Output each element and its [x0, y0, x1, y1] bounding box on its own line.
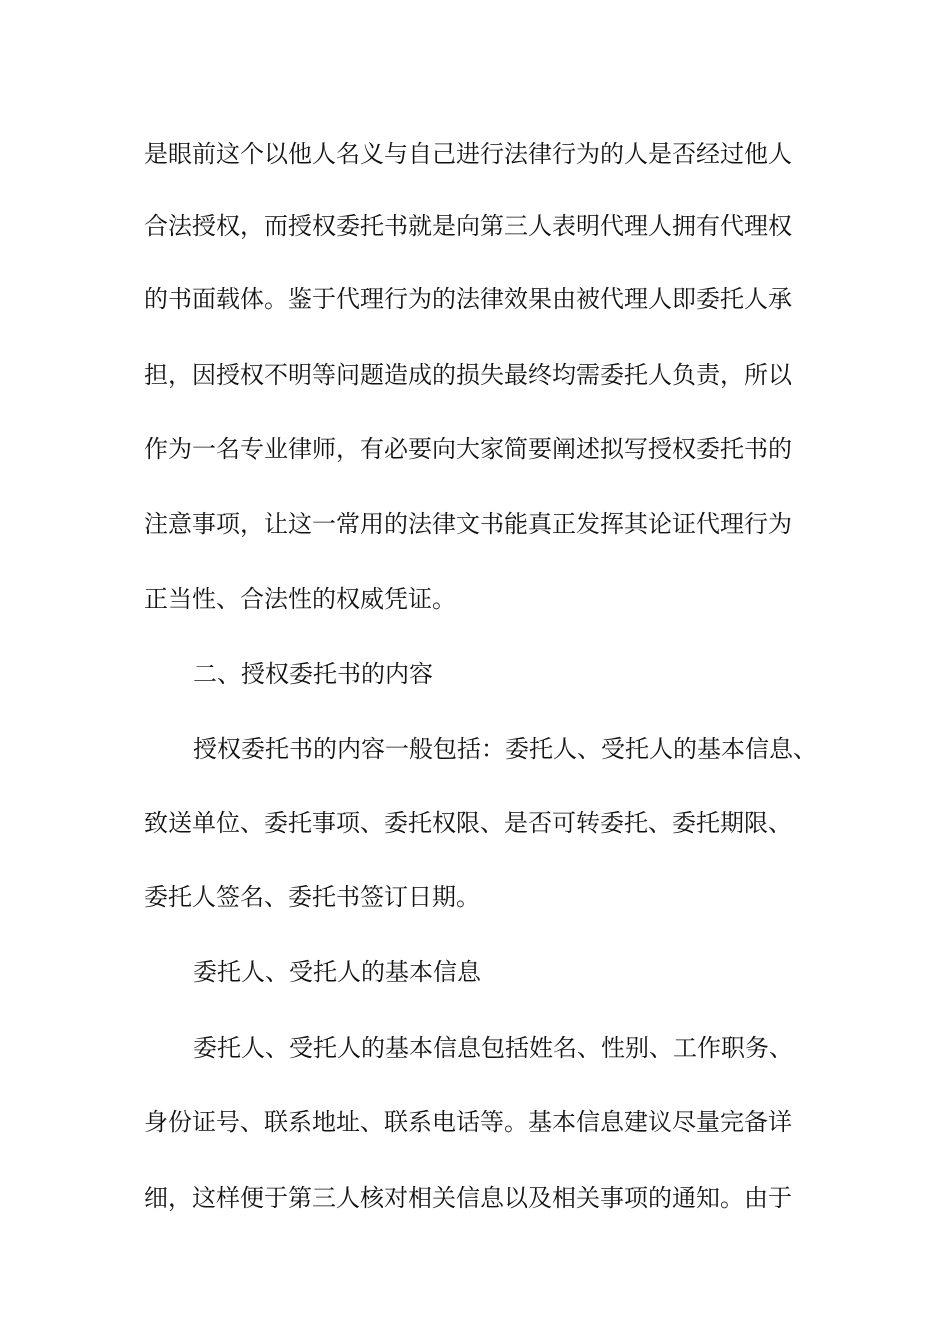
paragraph-line: 担，因授权不明等问题造成的损失最终均需委托人负责，所以 [144, 361, 792, 389]
paragraph-line: 委托人签名、委托书签订日期。 [144, 883, 480, 911]
paragraph-line: 作为一名专业律师，有必要向大家简要阐述拟写授权委托书的 [144, 435, 792, 463]
paragraph-line: 致送单位、委托事项、委托权限、是否可转委托、委托期限、 [144, 809, 792, 837]
paragraph-line: 细，这样便于第三人核对相关信息以及相关事项的通知。由于 [144, 1184, 792, 1212]
paragraph-line: 委托人、受托人的基本信息包括姓名、性别、工作职务、 [193, 1034, 793, 1062]
paragraph-line: 注意事项，让这一常用的法律文书能真正发挥其论证代理行为 [144, 510, 792, 538]
paragraph-line: 是眼前这个以他人名义与自己进行法律行为的人是否经过他人 [144, 140, 792, 168]
paragraph-line: 正当性、合法性的权威凭证。 [144, 585, 456, 613]
paragraph-line: 合法授权，而授权委托书就是向第三人表明代理人拥有代理权 [144, 212, 792, 240]
section-heading: 二、授权委托书的内容 [193, 660, 433, 688]
paragraph-line: 授权委托书的内容一般包括：委托人、受托人的基本信息、 [193, 735, 817, 763]
paragraph-line: 身份证号、联系地址、联系电话等。基本信息建议尽量完备详 [144, 1108, 792, 1136]
subsection-heading: 委托人、受托人的基本信息 [193, 958, 481, 986]
paragraph-line: 的书面载体。鉴于代理行为的法律效果由被代理人即委托人承 [144, 285, 792, 313]
